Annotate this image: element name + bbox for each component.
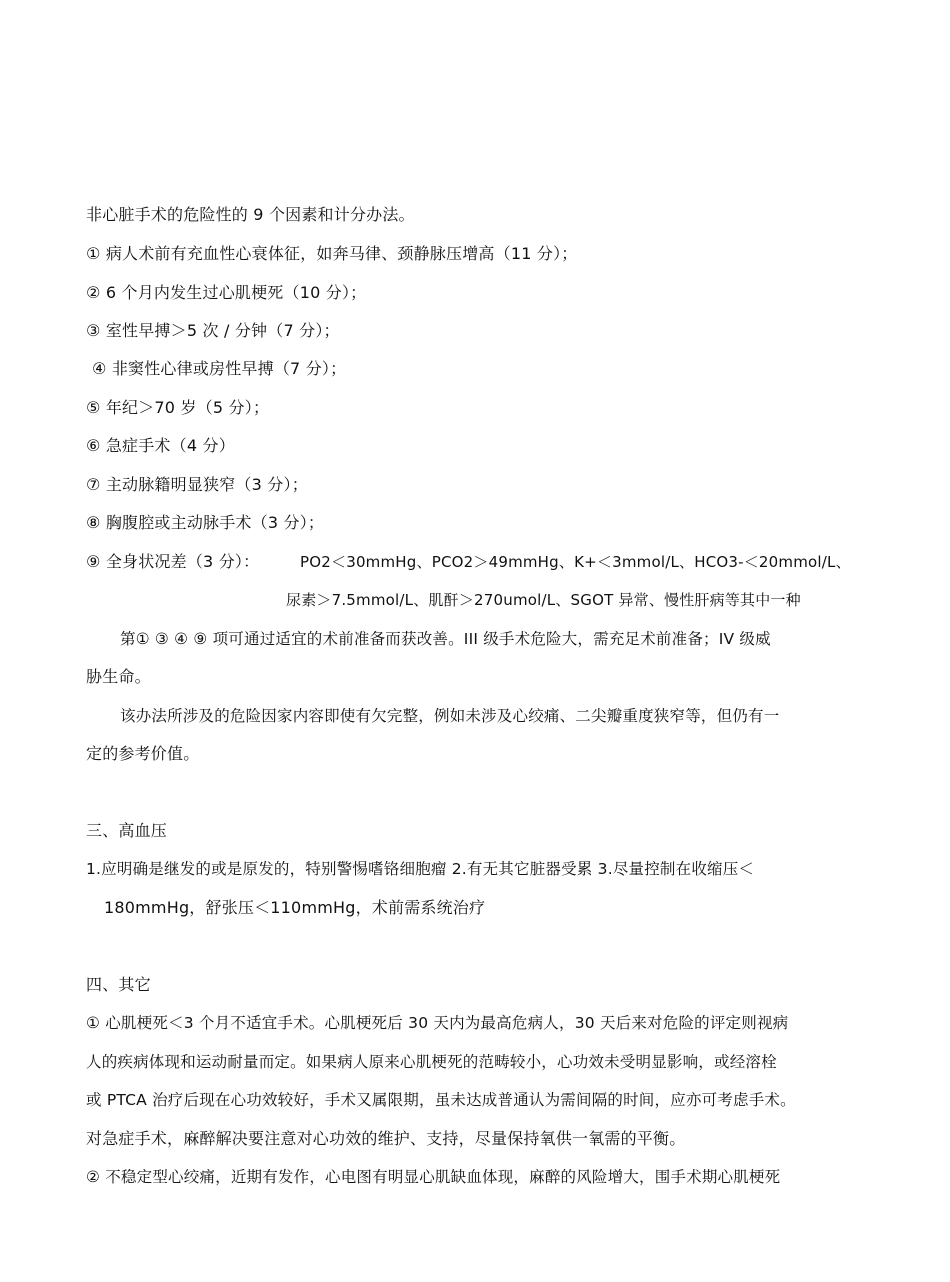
section-4-para1-line1: ① 心肌梗死＜3 个月不适宜手术。心肌梗死后 30 天内为最高危病人，30 天后来对危险的评定则视病 bbox=[86, 1014, 789, 1032]
risk-factor-7: ⑦ 主动脉籍明显狭窄（3 分）； bbox=[86, 475, 308, 494]
section-3-heading: 三、高血压 bbox=[86, 821, 168, 840]
section-4-heading: 四、其它 bbox=[86, 975, 151, 994]
section-4-para2-line1: ② 不稳定型心绞痛，近期有发作，心电图有明显心肌缺血体现，麻醉的风险增大，围手术期心肌梗死 bbox=[86, 1168, 781, 1186]
section-3-line1: 1.应明确是继发的或是原发的，特别警惕嗜铬细胞瘤 2.有无其它脏器受累 3.尽量控制在收缩压＜ bbox=[86, 860, 755, 878]
risk-factor-1: ① 病人术前有充血性心衰体征，如奔马律、颈静脉压增高（11 分）； bbox=[86, 244, 578, 263]
risk-factor-8: ⑧ 胸腹腔或主动脉手术（3 分）； bbox=[86, 513, 325, 532]
risk-factor-4: ④ 非窦性心律或房性早搏（7 分）； bbox=[92, 359, 347, 378]
value-paragraph-line2: 定的参考价值。 bbox=[86, 744, 200, 763]
risk-factor-9-criteria-line2: 尿素＞7.5mmol/L、肌酐＞270umol/L、SGOT 异常、慢性肝病等其中一种 bbox=[286, 591, 801, 609]
section-4-para1-line4: 对急症手术，麻醉解决要注意对心功效的维护、支持，尽量保持氧供一氧需的平衡。 bbox=[86, 1129, 686, 1148]
risk-factor-6: ⑥ 急症手术（4 分） bbox=[86, 436, 235, 455]
risk-factor-5: ⑤ 年纪＞70 岁（5 分）； bbox=[86, 398, 270, 417]
section-4-para1-line3: 或 PTCA 治疗后现在心功效较好，手术又属限期，虽未达成普通认为需间隔的时间，应亦可考虑手术。 bbox=[86, 1091, 796, 1109]
section-4-para1-line2: 人的疾病体现和运动耐量而定。如果病人原来心肌梗死的范畴较小，心功效未受明显影响，或经溶栓 bbox=[86, 1053, 777, 1071]
value-paragraph-line1: 该办法所涉及的危险因家内容即使有欠完整，例如未涉及心绞痛、二尖瓣重度狭窄等，但仍有一 bbox=[120, 707, 780, 725]
risk-factor-9-criteria-line1: PO2＜30mmHg、PCO2＞49mmHg、K+＜3mmol/L、HCO3-＜20mmol/L、 bbox=[300, 553, 851, 571]
note-paragraph-line2: 胁生命。 bbox=[86, 667, 151, 686]
risk-factor-9-label: ⑨ 全身状况差（3 分）： bbox=[86, 552, 260, 571]
note-paragraph-line1: 第① ③ ④ ⑨ 项可通过适宜的术前准备而获改善。III 级手术危险大，需充足术前准备；IV 级威 bbox=[120, 630, 771, 648]
intro-title: 非心脏手术的危险性的 9 个因素和计分办法。 bbox=[86, 205, 415, 224]
risk-factor-3: ③ 室性早搏＞5 次 / 分钟（7 分）； bbox=[86, 321, 340, 340]
risk-factor-2: ② 6 个月内发生过心肌梗死（10 分）； bbox=[86, 283, 367, 302]
section-3-line2: 180mmHg，舒张压＜110mmHg，术前需系统治疗 bbox=[104, 898, 486, 917]
